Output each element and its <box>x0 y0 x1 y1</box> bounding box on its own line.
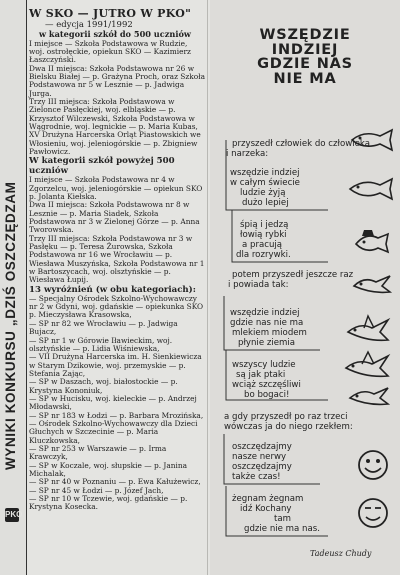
bird-icon <box>346 314 392 344</box>
vertical-title: WYNIKI KONKURSU „DZIŚ OSZCZĘDZAM <box>3 181 18 470</box>
sidebar <box>0 0 27 575</box>
poem-line: potem przyszedł jeszcze raz <box>232 270 354 280</box>
results-column <box>29 8 205 512</box>
poem-line: idź Kochany <box>240 504 292 514</box>
poem-author: Tadeusz Chudy <box>310 549 372 558</box>
poem-title-line: NIE MA <box>273 70 337 87</box>
poem-line: śpią i jedzą <box>240 220 289 230</box>
smiley-face-icon <box>356 496 390 530</box>
result-entry: I miejsce — Szkoła Podstawowa w Rudzie, woj. ostrołęckie, opiekun SKO — Kazimierz Łaszczyński. <box>29 38 191 65</box>
poem-line: w całym świecie <box>230 178 300 188</box>
poem-line: oszczędzajmy <box>232 462 292 472</box>
poem-title-line: WSZĘDZIE <box>259 27 351 43</box>
poem-line: wówczas ja do niego rzekłem: <box>224 422 353 432</box>
poem-line: wszędzie indziej <box>230 308 300 318</box>
column-divider <box>207 0 208 575</box>
distinction-entry: — SP nr 10 w Tczewie, woj. gdańskie — p. Krystyna Kosecka. <box>29 494 188 512</box>
category-small-heading: w kategorii szkół do 500 uczniów <box>39 29 191 39</box>
distinction-entry: — SP nr 253 w Warszawie — p. Irma Krawczyk, <box>29 443 167 462</box>
poem-line: także czas! <box>232 472 281 482</box>
poem-line: wciąż szczęśliwi <box>232 380 301 390</box>
result-entry: Dwa II miejsca: Szkoła Podstawowa nr 8 w Lesznie — p. Maria Siadek, Szkoła Podstawowa nr 3 w Zielonej Górze — p. Anna Tworowska. <box>29 200 200 235</box>
distinction-entry: — SP w Koczale, woj. słupskie — p. Janina Michalak, <box>29 460 188 478</box>
poem-line: dużo lepiej <box>242 198 289 208</box>
poem-line: gdzie nas nie ma <box>230 318 304 328</box>
poem-line: ludzie żyją <box>240 188 286 198</box>
poem-title-line: INDZIEJ <box>271 41 339 58</box>
hatted-fish-icon <box>352 226 392 256</box>
poem-line: a pracują <box>242 240 283 250</box>
poem-line: dla rozrywki. <box>236 250 291 260</box>
distinction-entry: — Ośrodek Szkolno-Wychowawczy dla Dzieci Głuchych w Szczecinie — p. Maria Kluczkowska, <box>29 418 198 445</box>
poem-line: płynie ziemia <box>238 338 296 348</box>
distinction-entry: — SP nr 40 w Poznaniu — p. Ewa Kałużewicz, <box>29 477 201 487</box>
distinction-entry: — Specjalny Ośrodek Szkolno-Wychowawczy nr 2 w Gdyni, woj. gdańskie — opiekunka SKO p. Mieczysława Krasowska, <box>29 293 204 320</box>
poem-title-line: GDZIE NAS <box>257 56 353 72</box>
poem-line: żegnam żegnam <box>232 494 304 504</box>
fish-icon <box>348 178 394 200</box>
fish-icon <box>350 130 394 150</box>
bird-icon <box>352 272 392 294</box>
category-large-heading: W kategorii szkół powyżej 500 uczniów <box>29 156 175 177</box>
poem-line: łowią rybki <box>240 230 287 240</box>
poem-line: a gdy przyszedł po raz trzeci <box>224 412 348 422</box>
result-entry: Trzy III miejsca: Szkoła Podstawowa w Zielonce Pasłęckiej, woj. elbląskie — p. Krzysztof Wilczewski, Szkoła Podstawowa w Wągrodnie, woj. legnickie — p. Maria Kubas, XV Drużyna Harcerska Orląt Piastowskich we Włosieniu, woj. jeleniogórskie — p. Zbigniew Pawłowicz. <box>29 96 201 156</box>
poem-line: tam <box>274 514 292 524</box>
distinction-entry: — SP nr 82 we Wrocławiu — p. Jadwiga Bujacz, <box>29 318 178 337</box>
distinction-entry: — SP w Hucisku, woj. kieleckie — p. Andrzej Młodawski, <box>29 393 197 412</box>
distinction-entry: — SP nr 183 w Łodzi — p. Barbara Mrozińska, <box>29 410 204 420</box>
poem-line: przyszedł człowiek do człowieka <box>232 139 371 149</box>
poem-column <box>210 0 400 575</box>
poem-line: bo bogaci! <box>244 390 290 400</box>
poem-line: wszędzie indziej <box>230 168 300 178</box>
result-entry: Dwa II miejsca: Szkoła Podstawowa nr 26 w Bielsku Białej — p. Grażyna Proch, oraz Szkoła Podstawowa nr 5 w Lesznie — p. Jadwiga Jurga. <box>29 63 205 98</box>
poem-line: i narzeka: <box>226 149 269 159</box>
bird-icon <box>348 384 392 408</box>
distinction-entry: — VII Drużyna Harcerska im. H. Sienkiewicza w Starym Dzikowie, woj. przemyskie — p. Stefania Zając, <box>29 352 202 378</box>
poem-line: oszczędzajmy <box>232 442 292 452</box>
edition-label: — edycja 1991/1992 <box>45 20 133 30</box>
poem-line: są jak ptaki <box>236 370 286 380</box>
poem-line: mlekiem miodem <box>232 328 307 338</box>
distinction-entry: — SP w Daszach, woj. białostockie — p. Krystyna Kononiuk, <box>29 377 178 395</box>
distinction-entry: — SP nr 1 w Górowie Iławieckim, woj. olsztyńskie — p. Lidia Wiśniewska, <box>29 335 173 353</box>
distinctions-heading: 13 wyróżnień (w obu kategoriach): <box>29 284 196 295</box>
distinction-entry: — SP nr 45 w Łodzi — p. Józef Jach, <box>29 485 164 495</box>
smiley-face-icon <box>356 448 390 482</box>
poem-line: i powiada tak: <box>228 280 289 290</box>
bird-icon <box>344 350 392 380</box>
result-entry: Trzy III miejsca: Szkoła Podstawowa nr 3 w Pasłęku — p. Teresa Żurowska, Szkoła Podstawowa nr 16 we Wrocławiu — p. Wiesława Muszyńska, Szkoła Podstawowa nr 1 w Bartoszycach, woj. olsztyńskie — p. Wiesława Łupij. <box>29 233 205 285</box>
pko-logo-icon: PKO <box>5 508 19 522</box>
poem-line: gdzie nie ma nas. <box>244 524 320 534</box>
result-entry: I miejsce — Szkoła Podstawowa nr 4 w Zgorzelcu, woj. jeleniogórskie — opiekun SKO p. Jolanta Kiełska. <box>29 175 203 201</box>
results-headline: W SKO — JUTRO W PKO" <box>29 7 192 20</box>
poem-line: nasze nerwy <box>232 452 287 462</box>
poem-line: wszyscy ludzie <box>232 360 296 370</box>
